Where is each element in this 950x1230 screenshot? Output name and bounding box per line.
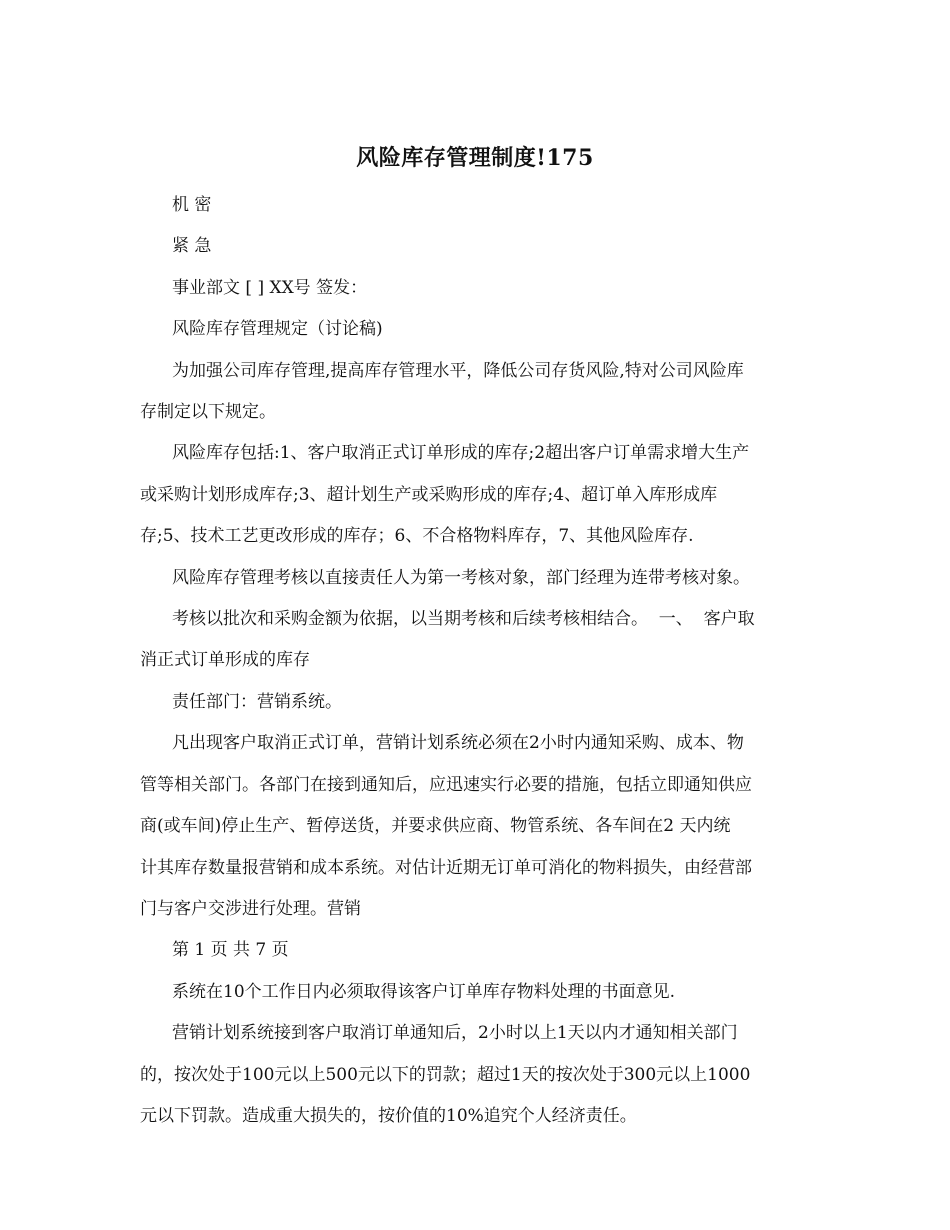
paragraph-line: 的，按次处于100元以上500元以下的罚款；超过1天的按次处于300元以上1000: [140, 1064, 751, 1085]
paragraph-line: 管等相关部门。各部门在接到通知后，应迅速实行必要的措施，包括立即通知供应: [140, 774, 752, 795]
doc-number-line: [140, 268, 812, 309]
responsible-dept-paragraph: [140, 682, 812, 723]
doc-number-text: 事业部文 [ ] XX号 签发：: [172, 277, 368, 298]
paragraph-line: 消正式订单形成的库存: [140, 650, 310, 671]
regulation-subtitle: [140, 309, 812, 350]
paragraph-line: 考核以批次和采购金额为依据，以当期考核和后续考核相结合。 一、 客户取: [172, 609, 755, 630]
paragraph-line: 计其库存数量报营销和成本系统。对估计近期无订单可消化的物料损失，由经营部: [140, 857, 752, 878]
paragraph-text: 系统在10个工作日内必须取得该客户订单库存物料处理的书面意见.: [172, 981, 676, 1002]
intro-paragraph: [140, 351, 812, 434]
confidential-label: [140, 185, 812, 226]
paragraph-line: 或采购计划形成库存;3、超计划生产或采购形成的库存;4、超订单入库形成库: [140, 484, 718, 505]
paragraph-line: 存;5、技术工艺更改形成的库存；6、不合格物料库存，7、其他风险库存.: [140, 526, 694, 547]
urgent-label: [140, 226, 812, 267]
paragraph-line: 存制定以下规定。: [140, 402, 276, 423]
paragraph-text: 风险库存管理考核以直接责任人为第一考核对象，部门经理为连带考核对象。: [172, 567, 750, 588]
assessment-target-paragraph: [140, 558, 812, 599]
paragraph-line: 营销计划系统接到客户取消订单通知后，2小时以上1天以内才通知相关部门: [172, 1023, 738, 1044]
penalty-paragraph: [140, 1013, 812, 1137]
continuation-paragraph: [140, 972, 812, 1013]
page-number-text: 第 1 页 共 7 页: [172, 940, 289, 961]
paragraph-line: 风险库存包括:1、客户取消正式订单形成的库存;2超出客户订单需求增大生产: [172, 443, 750, 464]
page-footer: [140, 930, 812, 971]
paragraph-text: 责任部门：营销系统。: [172, 691, 342, 712]
paragraph-line: 商(或车间)停止生产、暂停送货，并要求供应商、物管系统、各车间在2 天内统: [140, 816, 731, 837]
urgent-text: 紧 急: [172, 236, 212, 257]
subtitle-text: 风险库存管理规定（讨论稿): [172, 319, 383, 340]
document-body: [140, 185, 812, 1137]
paragraph-line: 为加强公司库存管理,提高库存管理水平，降低公司存货风险,特对公司风险库: [172, 360, 744, 381]
procedure-paragraph: [140, 723, 812, 930]
scope-paragraph: [140, 433, 812, 557]
paragraph-line: 元以下罚款。造成重大损失的，按价值的10%追究个人经济责任。: [140, 1105, 637, 1126]
assessment-basis-paragraph: [140, 599, 812, 682]
confidential-text: 机 密: [172, 195, 212, 215]
paragraph-line: 门与客户交涉进行处理。营销: [140, 898, 361, 919]
document-title: 风险库存管理制度!175: [356, 145, 594, 171]
paragraph-line: 凡出现客户取消正式订单，营销计划系统必须在2小时内通知采购、成本、物: [172, 733, 744, 754]
